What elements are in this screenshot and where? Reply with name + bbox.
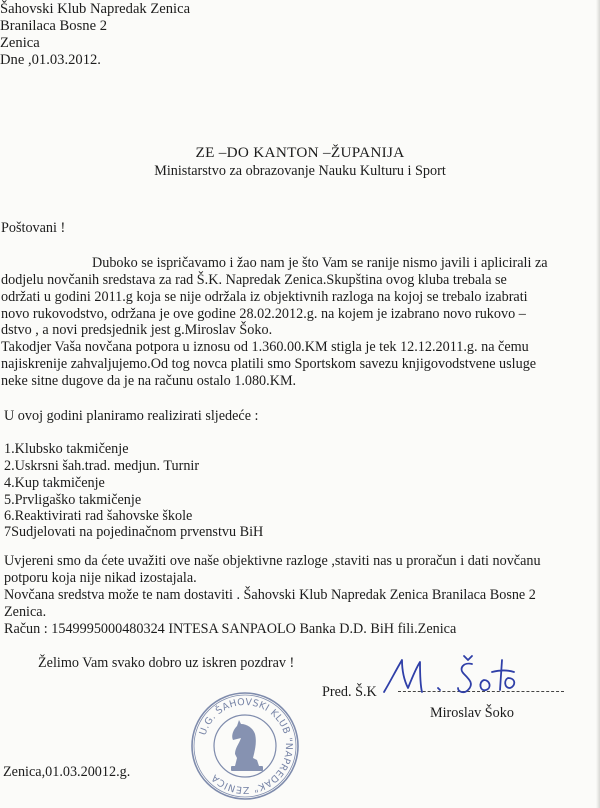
list-item: 6.Reaktivirati rad šahovske škole [4,508,193,524]
paragraph-line: Zenica. [4,604,47,620]
paragraph-line: potporu koja nije nikad izostajala. [4,570,197,586]
knight-icon [231,720,263,771]
sender-date: Dne ,01.03.2012. [0,52,101,68]
sender-street: Branilaca Bosne 2 [0,18,107,34]
paragraph-line: Duboko se ispričavamo i žao nam je što Vam se ranije nismo javili i aplicirali za [92,255,548,271]
paragraph-line: novo rukovodstvo, održana je ove godine 28.02.2012.g. na kojem je izabrano novo rukovo – [1,306,526,322]
list-item: 7Sudjelovati na pojedinačnom prvenstvu BiH [4,524,264,540]
club-stamp [189,690,301,802]
signature-label: Pred. Š.K [322,684,377,700]
closing: Želimo Vam svako dobro uz iskren pozdrav ! [38,655,295,671]
paragraph-line: najiskrenije zahvaljujemo.Od tog novca platili smo Sportskom savezu knjigovodstvene usluge [1,356,537,372]
paragraph-line: dstvo , a novi predsjednik jest g.Miroslav Šoko. [1,322,273,338]
paragraph-line: dodjelu novčanih sredstava za rad Š.K. Napredak Zenica.Skupština ovog kluba trebala se [1,272,507,288]
scan-edge [596,0,600,808]
handwritten-signature [380,652,530,700]
paragraph-line: Takodjer Vaša novčana potpora u iznosu od 1.360.00.KM stigla je tek 12.12.2011.g. na čemu [1,339,529,355]
salutation: Poštovani ! [1,220,66,236]
list-item: 1.Klubsko takmičenje [4,441,129,457]
recipient-line-1: ZE –DO KANTON –ŽUPANIJA [195,144,405,161]
bank-account: Račun : 1549995000480324 INTESA SANPAOLO Banka D.D. BiH fili.Zenica [4,621,457,637]
paragraph-line: Uvjereni smo da ćete uvažiti ove naše objektivne razloge ,staviti nas u proračun i dati novčanu [4,553,541,569]
sender-name: Šahovski Klub Napredak Zenica [0,1,191,17]
signatory-name: Miroslav Šoko [430,705,514,721]
paragraph-line: održati u godini 2011.g koja se nije održala iz objektivnih razloga na kojoj se trebalo izabrati [1,289,528,305]
footer-date: Zenica,01.03.20012.g. [3,764,131,780]
list-item: 5.Prvligaško takmičenje [4,492,142,508]
paragraph-line: Novčana sredstva može te nam dostaviti . Šahovski Klub Napredak Zenica Branilaca Bosne 2 [4,587,536,603]
sender-city: Zenica [0,35,40,51]
list-item: 2.Uskrsni šah.trad. medjun. Turnir [4,458,200,474]
svg-text:U.G. ŠAHOVSKI KLUB "NAPREDAK": U.G. ŠAHOVSKI KLUB "NAPREDAK" ZENICA [197,696,295,796]
plan-intro: U ovoj godini planiramo realizirati sljedeće : [4,408,259,424]
recipient-line-2: Ministarstvo za obrazovanje Nauku Kulturu i Sport [154,163,446,179]
list-item: 4.Kup takmičenje [4,475,105,491]
paragraph-line: neke sitne dugove da je na računu ostalo 1.080.KM. [1,373,297,389]
